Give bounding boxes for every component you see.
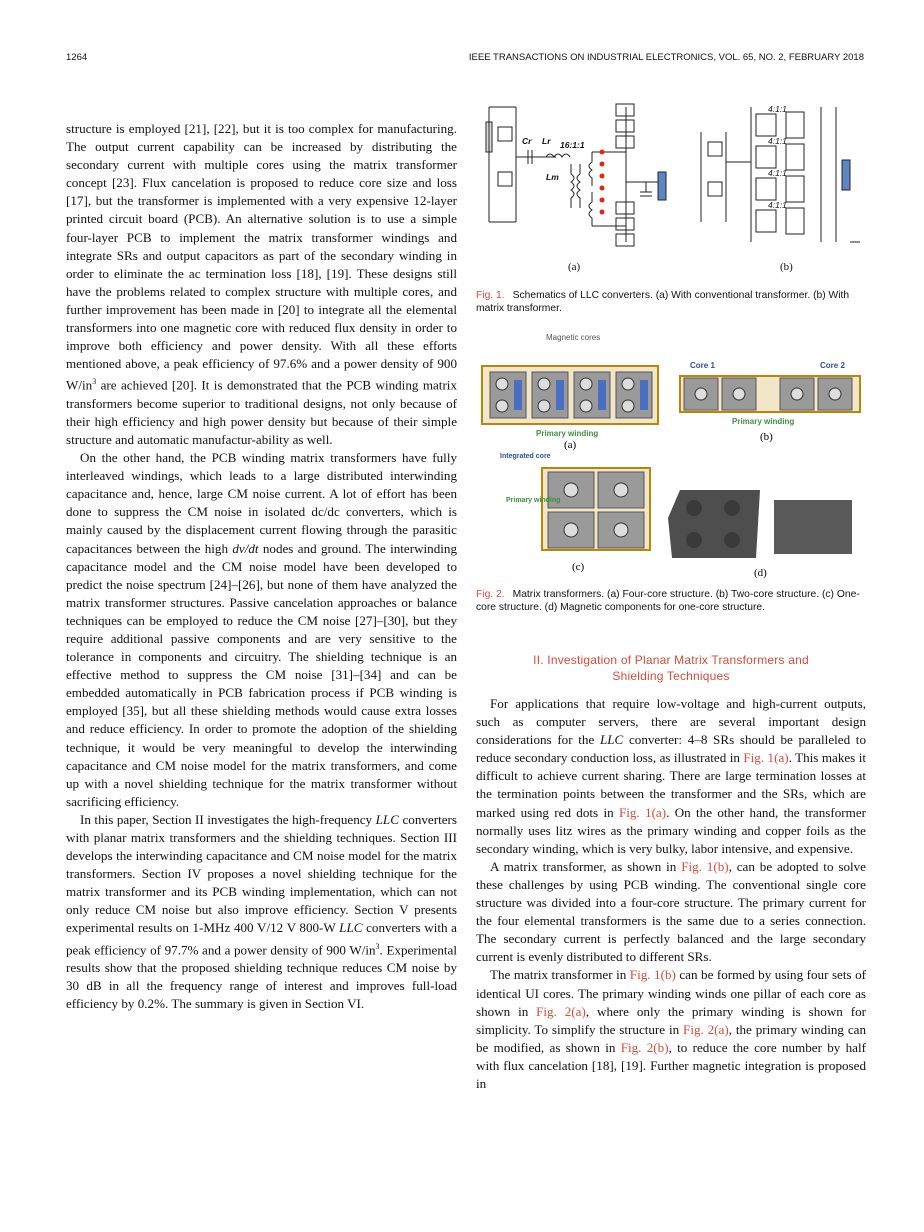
figure-reference-link[interactable]: Fig. 2(a) bbox=[683, 1021, 729, 1037]
page-number: 1264 bbox=[66, 52, 88, 63]
ratio-a-label: 16:1:1 bbox=[560, 140, 585, 150]
fig1-label-b: (b) bbox=[780, 261, 793, 273]
llc-schematics bbox=[476, 92, 866, 282]
ratio-b-label-4: 4:1:1 bbox=[768, 200, 787, 210]
ratio-b-label-1: 4:1:1 bbox=[768, 104, 787, 114]
figure-reference-link[interactable]: Fig. 1(a) bbox=[618, 804, 667, 820]
fig1-label-a: (a) bbox=[568, 261, 581, 273]
core2-label: Core 2 bbox=[820, 361, 845, 370]
figure-reference-link[interactable]: Fig. 1(b) bbox=[681, 858, 729, 874]
two-core-structure bbox=[680, 361, 860, 443]
left-column bbox=[66, 120, 457, 1013]
fig2-label-c: (c) bbox=[572, 561, 585, 573]
paragraph: On the other hand, the PCB winding matrix transformers have fully interleaved windings, which leads to a large distributed interwinding capacitance and, hence, large CM noise current. A lot of effort has been done to suppress the CM noise in isolated dc/dc converters, which is mainly caused by the displacement current flowing through the parasitic capacitances between the high dv/dt nodes and ground. The interwinding capacitance model and the CM noise model have been developed to predict the noise spectrum [24]–[26], but none of them have analyzed the matrix transformer structures. Passive cancelation approaches or balance techniques can be employed to reduce the CM noise [27]–[30], but they require additional passive components and are very sensitive to the tolerance in components and circuitry. The shielding technique is an effective method to suppress the CM noise [31]–[34] and can be embedded automatically in PCB fabrication process if PCB winding is employed [35], but all these shielding methods would cause extra losses and reduce efficiency. In order to promote the adoption of the shielding technique, it would be very meaningful to develop the interwinding capacitance and CM noise model for the matrix transformers, and come up with a novel shielding technique for the matrix transformer without sacrificing efficiency. bbox=[66, 450, 457, 809]
paragraph: A matrix transformer, as shown in Fig. 1(b), can be adopted to solve these challenges by using PCB winding. The conventional single core structure was divided into a four-core structure. The primary current for the four elemental transformers is the same due to a series connection. The secondary current is perfectly balanced and the large secondary current is evenly distributed to different SRs. bbox=[476, 858, 866, 965]
integrated-core-label: Integrated core bbox=[500, 453, 551, 460]
page-header bbox=[66, 52, 864, 66]
matrix-transformer-photos bbox=[476, 328, 866, 590]
paragraph: structure is employed [21], [22], but it is too complex for manufacturing. The output current capability can be increased by distributing the secondary current with multiple cores using the matrix transformer concept [23]. Flux cancelation is proposed to reduce core size and loss [17], but the transformer is implemented with a very expensive 12-layer printed circuit board (PCB). An alternative solution is to use a simple four-layer PCB to implement the matrix transformer windings and integrate SRs and output capacitors as part of the secondary winding in order to eliminate the ac termination loss [18], [19]. These designs still have the problems related to complex structure with multiple cores, and further improvement has been made in [20] to integrate all the elemental transformers into one magnetic core with reduced flux density in order to improve both efficiency and power density. With all these efforts mentioned above, a peak efficiency of 97.6% and a power density of 900 $W/in^3$ are achieved [20]. It is demonstrated that the PCB winding matrix transformers become superior to traditional designs, not only because of their high efficiency and high power density but because of their simple structure and automatic manufactur-ability as well. bbox=[66, 121, 457, 447]
figure-2-caption: Fig. 2. Matrix transformers. (a) Four-core structure. (b) Two-core structure. (c) One-core structure. (d) Magnetic components for one-core structure. bbox=[476, 589, 860, 613]
figure-reference-link[interactable]: Fig. 1(a) bbox=[743, 750, 789, 766]
right-column bbox=[476, 695, 866, 1093]
figure-reference-link[interactable]: Fig. 1(b) bbox=[629, 967, 676, 983]
core1-label: Core 1 bbox=[690, 361, 715, 370]
primary-winding-label-c: Primary winding bbox=[506, 497, 561, 504]
four-core-structure bbox=[482, 333, 658, 451]
ratio-b-label-3: 4:1:1 bbox=[768, 168, 787, 178]
lr-label: Lr bbox=[542, 136, 551, 146]
magnetic-components-photo bbox=[668, 490, 852, 579]
figure-1 bbox=[476, 92, 866, 282]
one-core-structure bbox=[500, 453, 650, 573]
figure-reference-link[interactable]: Fig. 2(a) bbox=[536, 1003, 586, 1019]
magnetic-cores-label: Magnetic cores bbox=[546, 333, 601, 342]
lm-label: Lm bbox=[546, 172, 559, 182]
paragraph: The matrix transformer in Fig. 1(b) can be formed by using four sets of identical UI cores. The primary winding winds one pillar of each core as shown in Fig. 2(a), where only the primary winding is shown for simplicity. To simplify the structure in Fig. 2(a), the primary winding can be modified, as shown in Fig. 2(b), to reduce the core number by half with flux cancelation [18], [19]. Further magnetic integration is proposed in bbox=[476, 967, 867, 1091]
ratio-b-label-2: 4:1:1 bbox=[768, 136, 787, 146]
fig2-label-a: (a) bbox=[564, 439, 577, 451]
journal-title: IEEE TRANSACTIONS ON INDUSTRIAL ELECTRONICS, VOL. 65, NO. 2, FEBRUARY 2018 bbox=[468, 52, 864, 63]
primary-winding-label-b: Primary winding bbox=[732, 417, 795, 426]
fig2-label-b: (b) bbox=[760, 431, 773, 443]
section-heading: II. Investigation of Planar Matrix Transformers and Shielding Techniques bbox=[533, 653, 809, 683]
figure-reference-link[interactable]: Fig. 2(b) bbox=[620, 1039, 669, 1055]
paragraph: For applications that require low-voltage and high-current outputs, such as computer servers, there are several important design considerations for the LLC converter: 4–8 SRs should be paralleled to reduce secondary conduction loss, as illustrated in Fig. 1(a). This makes it difficult to achieve current sharing. There are large termination losses at the termination points between the transformer and the SRs, which are marked using red dots in Fig. 1(a). On the other hand, the transformer normally uses litz wires as the primary winding and copper foils as the secondary winding, which is very bulky, labor intensive, and expensive. bbox=[476, 696, 866, 856]
figure-1-caption: Fig. 1. Schematics of LLC converters. (a) With conventional transformer. (b) With matrix transformer. bbox=[476, 290, 850, 314]
fig2-label-d: (d) bbox=[754, 567, 767, 579]
paragraph: In this paper, Section II investigates the high-frequency LLC converters with planar matrix transformers and the shielding techniques. Section III develops the interwinding capacitance and CM noise model for the matrix transformers. Section IV proposes a novel shielding technique for the matrix transformer and its PCB winding implementation, which can not only reduce CM noise but also improve efficiency. Section V presents experimental results on 1-MHz 400 V/12 V 800-W LLC converters with a peak efficiency of 97.7% and a power density of 900 $W/in^3$. Experimental results show that the proposed shielding technique reduces CM noise by 30 dB in all the frequency range of interest and improves full-load efficiency by 0.2%. The summary is given in Section VI. bbox=[66, 811, 457, 1012]
figure-2 bbox=[476, 328, 866, 590]
cr-label: Cr bbox=[522, 136, 532, 146]
primary-winding-label-a: Primary winding bbox=[536, 429, 599, 438]
